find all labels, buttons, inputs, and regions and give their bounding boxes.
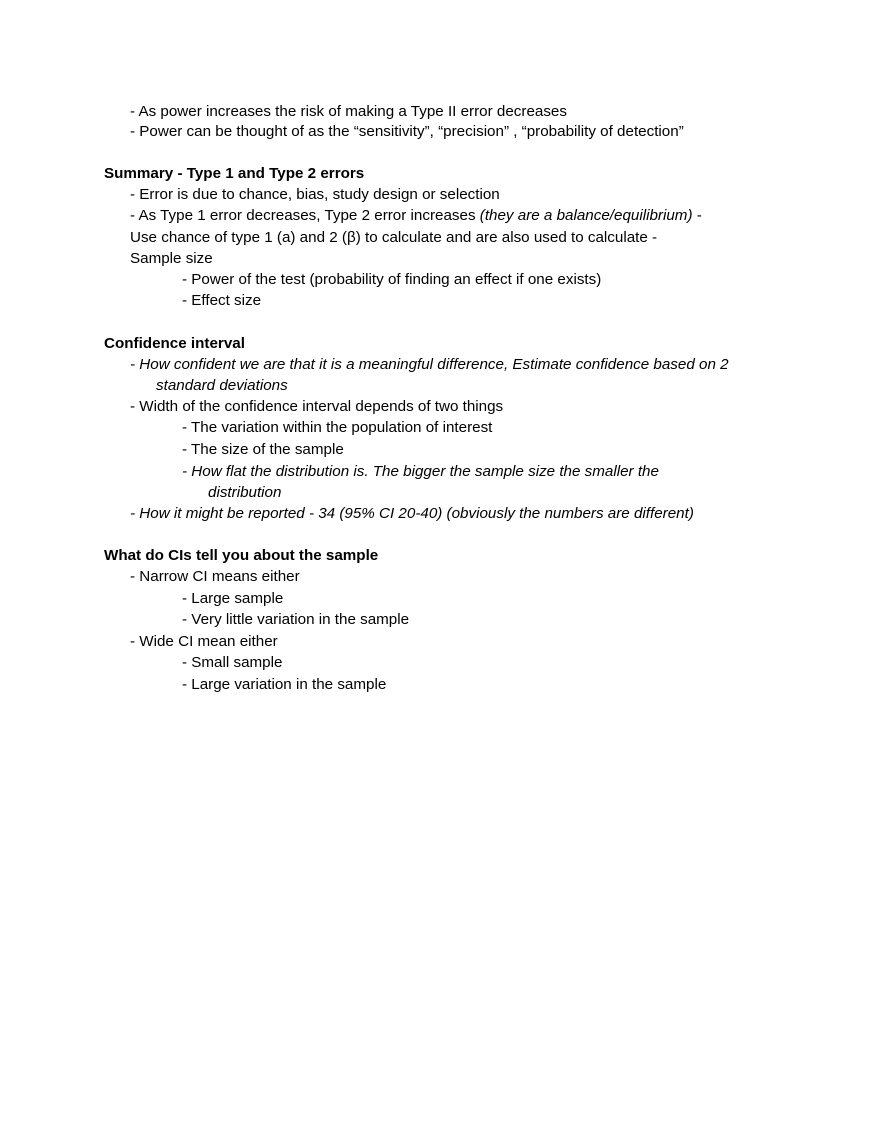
sample-size-item: - The size of the sample — [182, 441, 344, 458]
wide-ci-line: - Wide CI mean either — [130, 633, 278, 650]
error-cause-line: - Error is due to chance, bias, study design or selection — [130, 186, 500, 203]
narrow-ci-line: - Narrow CI means either — [130, 568, 300, 585]
chance-usage-line: Use chance of type 1 (a) and 2 (β) to calculate and are also used to calculate - — [130, 229, 658, 246]
large-variation-item: - Large variation in the sample — [182, 676, 387, 693]
effect-size-item: - Effect size — [182, 292, 262, 309]
confidence-heading: Confidence interval — [104, 335, 245, 352]
cis-heading: What do CIs tell you about the sample — [104, 547, 379, 564]
distribution-flat-cont: distribution — [208, 484, 282, 501]
confidence-meaning-cont: standard deviations — [156, 377, 288, 394]
power-risk-line: - As power increases the risk of making a Type II error decreases — [130, 103, 567, 120]
ci-reporting-line: - How it might be reported - 34 (95% CI 20-40) (obviously the numbers are different) — [130, 505, 694, 522]
ci-width-line: - Width of the confidence interval depends of two things — [130, 398, 504, 415]
error-balance-italic: (they are a balance/equilibrium) — [479, 207, 693, 224]
power-of-test-item: - Power of the test (probability of finding an effect if one exists) — [182, 271, 602, 288]
error-balance-prefix: - As Type 1 error decreases, Type 2 error increases — [130, 207, 480, 224]
large-sample-item: - Large sample — [182, 590, 284, 607]
summary-heading: Summary - Type 1 and Type 2 errors — [104, 165, 365, 182]
distribution-flat-item: - How flat the distribution is. The bigger the sample size the smaller the — [182, 463, 659, 480]
little-variation-item: - Very little variation in the sample — [182, 611, 410, 628]
sample-size-line: Sample size — [130, 250, 213, 267]
small-sample-item: - Small sample — [182, 654, 283, 671]
error-balance-line — [130, 206, 702, 226]
power-sensitivity-line: - Power can be thought of as the “sensitivity”, “precision” , “probability of detection” — [130, 123, 684, 140]
population-variation-item: - The variation within the population of interest — [182, 419, 493, 436]
confidence-meaning-line: - How confident we are that it is a meaningful difference, Estimate confidence based on 2 — [130, 356, 729, 373]
error-balance-suffix: - — [692, 207, 702, 224]
